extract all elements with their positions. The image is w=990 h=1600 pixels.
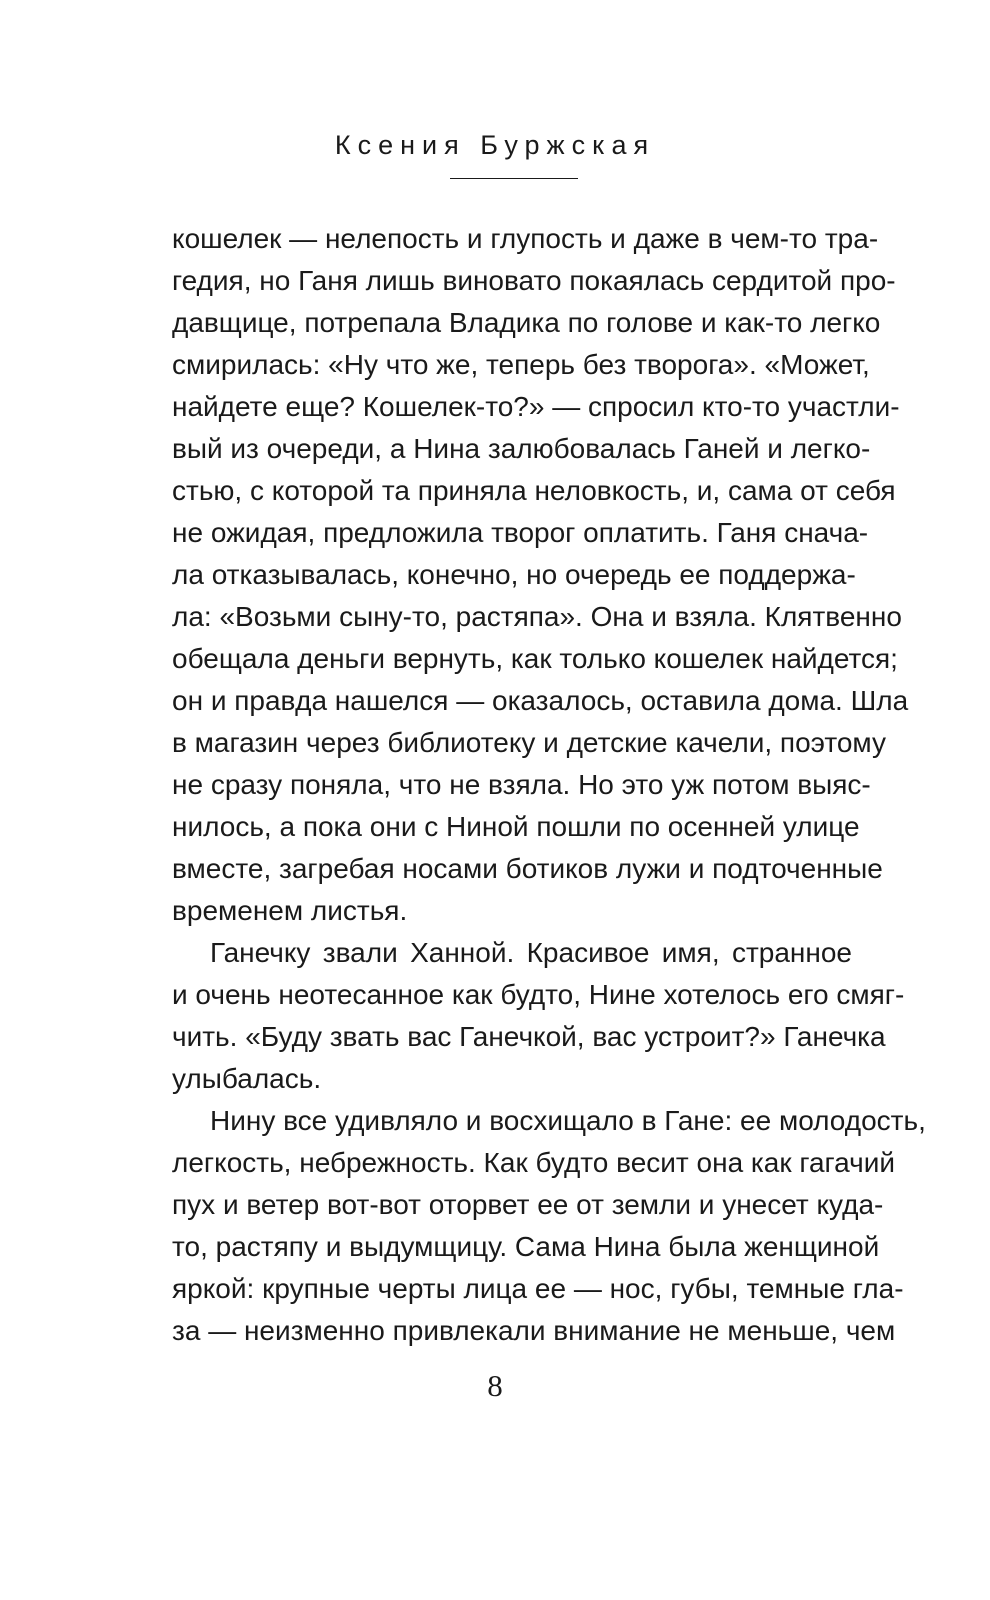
- text-line: нилось, а пока они с Ниной пошли по осенней улице: [172, 811, 860, 842]
- text-line: Ганечку звали Ханной. Красивое имя, странное: [210, 937, 852, 968]
- paragraph-1: [172, 218, 909, 932]
- text-line: за — неизменно привлекали внимание не меньше, чем: [172, 1315, 896, 1346]
- text-line: ла: «Возьми сыну-то, растяпа». Она и взяла. Клятвенно: [172, 601, 902, 632]
- text-line: пух и ветер вот-вот оторвет ее от земли и унесет куда-: [172, 1189, 884, 1220]
- running-head: Ксения Буржская: [334, 130, 656, 160]
- body-text: [172, 218, 926, 1352]
- text-line: обещала деньги вернуть, как только кошелек найдется;: [172, 643, 898, 674]
- paragraph-2: [172, 932, 905, 1100]
- paragraph-3: [172, 1100, 926, 1352]
- text-line: то, растяпу и выдумщицу. Сама Нина была женщиной: [172, 1231, 880, 1262]
- text-line: найдете еще? Кошелек-то?» — спросил кто-то участли-: [172, 391, 900, 422]
- text-line: улыбалась.: [172, 1063, 322, 1094]
- text-line: чить. «Буду звать вас Ганечкой, вас устроит?» Ганечка: [172, 1021, 886, 1052]
- header-rule: [450, 178, 578, 179]
- text-line: ла отказывалась, конечно, но очередь ее поддержа-: [172, 559, 856, 590]
- page-number: 8: [487, 1368, 503, 1403]
- text-line: давщице, потрепала Владика по голове и как-то легко: [172, 307, 881, 338]
- text-line: и очень неотесанное как будто, Нине хотелось его смяг-: [172, 979, 905, 1010]
- text-line: стью, с которой та приняла неловкость, и, сама от себя: [172, 475, 896, 506]
- text-line: Нину все удивляло и восхищало в Гане: ее молодость,: [210, 1105, 926, 1136]
- text-line: в магазин через библиотеку и детские качели, поэтому: [172, 727, 886, 758]
- text-line: временем листья.: [172, 895, 408, 926]
- text-line: яркой: крупные черты лица ее — нос, губы, темные гла-: [172, 1273, 904, 1304]
- text-line: не сразу поняла, что не взяла. Но это уж потом выяс-: [172, 769, 871, 800]
- text-line: вместе, загребая носами ботиков лужи и подточенные: [172, 853, 883, 884]
- text-line: не ожидая, предложила творог оплатить. Ганя снача-: [172, 517, 869, 548]
- text-line: кошелек — нелепость и глупость и даже в чем-то тра-: [172, 223, 879, 254]
- text-line: он и правда нашелся — оказалось, оставила дома. Шла: [172, 685, 909, 716]
- text-line: легкость, небрежность. Как будто весит она как гагачий: [172, 1147, 895, 1178]
- text-line: смирилась: «Ну что же, теперь без творога». «Может,: [172, 349, 870, 380]
- text-line: вый из очереди, а Нина залюбовалась Ганей и легко-: [172, 433, 871, 464]
- text-line: гедия, но Ганя лишь виновато покаялась сердитой про-: [172, 265, 896, 296]
